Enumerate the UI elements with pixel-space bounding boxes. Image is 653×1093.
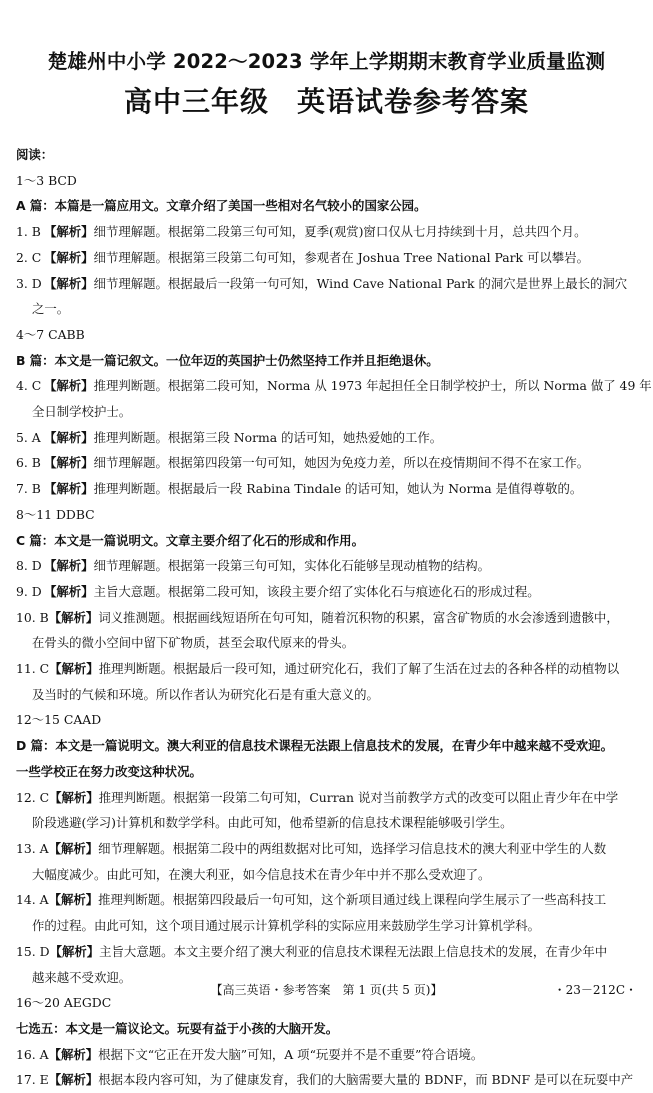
answer-item: [16, 836, 640, 862]
analysis-text: 细节理解题。根据第二段第三句可知，夏季(观赏)窗口仅从七月持续到十月，总共四个月。: [93, 224, 587, 240]
question-number: 14. A: [16, 892, 49, 908]
analysis-text: 推理判断题。根据第二段可知，Norma 从 1973 年起担任全日制学校护士，所以 Norma 做了 49 年: [93, 378, 652, 394]
answer-item: [16, 1042, 640, 1068]
answer-range: 8～11 DDBC: [16, 506, 95, 522]
analysis-text: 推理判断题。根据最后一段 Rabina Tindale 的话可知，她认为 Norma 是值得尊敬的。: [93, 481, 583, 497]
analysis-text-cont: 全日制学校护士。: [32, 404, 132, 420]
question-number: 16. A: [16, 1046, 49, 1062]
analysis-tag: 【解析】: [48, 1046, 99, 1062]
passage-intro: D 篇：本文是一篇说明文。澳大利亚的信息技术课程无法跟上信息技术的发展，在青少年中越来越不受欢迎。: [16, 738, 613, 754]
passage-intro: 七选五：本文是一篇议论文。玩耍有益于小孩的大脑开发。: [16, 1020, 339, 1036]
analysis-text-cont: 阶段逃避(学习)计算机和数学学科。由此可知，他希望新的信息技术课程能够吸引学生。: [32, 815, 513, 831]
analysis-text: 推理判断题。根据最后一段可知，通过研究化石，我们了解了生活在过去的各种各样的动植物以: [98, 661, 620, 677]
answer-item: [16, 605, 640, 631]
answer-content: [16, 142, 652, 1093]
document-title: [0, 80, 653, 120]
analysis-text-cont: 及当时的气候和环境。所以作者认为研究化石是有重大意义的。: [32, 686, 379, 702]
answer-item: [16, 271, 640, 297]
passage-intro: B 篇：本文是一篇记叙文。一位年迈的英国护士仍然坚持工作并且拒绝退休。: [16, 352, 439, 368]
analysis-text-cont: 大幅度减少。由此可知，在澳大利亚，如今信息技术在青少年中并不那么受欢迎了。: [32, 866, 491, 882]
answer-item: [16, 656, 640, 682]
analysis-tag: 【解析】: [44, 429, 94, 445]
question-number: 4. C: [16, 378, 42, 394]
footer-page-info: 【高三英语・参考答案 第 1 页(共 5 页)】: [210, 983, 443, 997]
question-number: 1. B: [16, 224, 41, 240]
question-number: 7. B: [16, 481, 41, 497]
question-number: 13. A: [16, 840, 49, 856]
analysis-tag: 【解析】: [44, 455, 94, 471]
analysis-tag: 【解析】: [48, 1072, 99, 1088]
analysis-text: 根据下文“它正在开发大脑”可知，A 项“玩耍并不是不重要”符合语境。: [98, 1046, 484, 1062]
passage-intro: C 篇：本文是一篇说明文。文章主要介绍了化石的形成和作用。: [16, 532, 364, 548]
question-number: 2. C: [16, 249, 42, 265]
section-heading-reading: 阅读：: [16, 147, 54, 162]
answer-range: 12～15 CAAD: [16, 712, 102, 728]
answer-item: [16, 219, 640, 245]
answer-item: [16, 245, 640, 271]
question-number: 12. C: [16, 789, 50, 805]
exam-title: 楚雄州中小学 2022～2023 学年上学期期末教育学业质量监测: [47, 50, 606, 73]
answer-item: [16, 450, 640, 476]
analysis-text: 细节理解题。根据第四段第一句可知，她因为免疫力差，所以在疫情期间不得不在家工作。: [93, 455, 590, 471]
question-number: 11. C: [16, 661, 50, 677]
analysis-tag: 【解析】: [44, 224, 94, 240]
analysis-text: 细节理解题。根据第三段第二句可知，参观者在 Joshua Tree National Park 可以攀岩。: [93, 249, 589, 265]
answer-item: [16, 373, 652, 399]
answer-item: [16, 887, 640, 913]
answer-range: 4～7 CABB: [16, 326, 85, 342]
question-number: 15. D: [16, 943, 50, 959]
analysis-text-cont: 作的过程。由此可知，这个项目通过展示计算机学科的实际应用来鼓励学生学习计算机学科。: [32, 918, 541, 934]
analysis-tag: 【解析】: [44, 558, 94, 574]
analysis-tag: 【解析】: [44, 378, 94, 394]
answer-item: [16, 425, 640, 451]
grade-label: 高中三年级: [123, 85, 269, 118]
answer-item: [16, 785, 640, 811]
analysis-text: 推理判断题。根据第四段最后一句可知，这个新项目通过线上课程向学生展示了一些高科技工: [98, 892, 607, 908]
analysis-tag: 【解析】: [49, 943, 100, 959]
question-number: 17. E: [16, 1072, 49, 1088]
page-footer: [0, 981, 653, 1001]
analysis-text: 词义推测题。根据画线短语所在句可知，随着沉积物的积累，富含矿物质的水会渗透到遗骸中，: [98, 609, 619, 625]
answer-range: 1～3 BCD: [16, 172, 77, 188]
analysis-text-cont: 越来越不受欢迎。: [32, 969, 132, 985]
analysis-tag: 【解析】: [44, 249, 94, 265]
question-number: 9. D: [16, 583, 42, 599]
answer-item: [16, 579, 640, 605]
analysis-tag: 【解析】: [44, 275, 94, 291]
analysis-tag: 【解析】: [48, 609, 99, 625]
answer-range: 16～20 AEGDC: [16, 995, 112, 1011]
answer-item: [16, 476, 640, 502]
analysis-text-cont: 在骨头的微小空间中留下矿物质，甚至会取代原来的骨头。: [32, 635, 355, 651]
analysis-text: 主旨大意题。本文主要介绍了澳大利亚的信息技术课程无法跟上信息技术的发展，在青少年中: [99, 943, 608, 959]
question-number: 6. B: [16, 455, 41, 471]
analysis-tag: 【解析】: [48, 892, 99, 908]
analysis-text: 根据本段内容可知，为了健康发育，我们的大脑需要大量的 BDNF，而 BDNF 是可以在玩耍中产: [98, 1072, 634, 1088]
analysis-text: 主旨大意题。根据第二段可知，该段主要介绍了实体化石与痕迹化石的形成过程。: [93, 583, 540, 599]
answer-item: [16, 553, 640, 579]
analysis-text: 推理判断题。根据第一段第二句可知，Curran 说对当前教学方式的改变可以阻止青少年在中学: [98, 789, 619, 805]
answer-item: [16, 939, 640, 965]
question-number: 8. D: [16, 558, 42, 574]
subject-label: 英语试卷参考答案: [297, 85, 530, 118]
analysis-tag: 【解析】: [48, 840, 99, 856]
passage-intro-cont: 一些学校正在努力改变这种状况。: [16, 763, 202, 779]
analysis-text: 细节理解题。根据最后一段第一句可知，Wind Cave National Park 的洞穴是世界上最长的洞穴: [93, 275, 628, 291]
analysis-text-cont: 之一。: [32, 301, 70, 317]
passage-intro: A 篇：本篇是一篇应用文。文章介绍了美国一些相对名气较小的国家公园。: [16, 198, 427, 214]
analysis-text: 细节理解题。根据第一段第三句可知，实体化石能够呈现动植物的结构。: [93, 558, 491, 574]
analysis-tag: 【解析】: [44, 583, 94, 599]
analysis-tag: 【解析】: [49, 661, 99, 677]
analysis-tag: 【解析】: [49, 789, 99, 805]
footer-code: ・23－212C・: [553, 983, 637, 997]
analysis-text: 细节理解题。根据第二段中的两组数据对比可知，选择学习信息技术的澳大利亚中学生的人数: [98, 840, 607, 856]
question-number: 3. D: [16, 275, 42, 291]
analysis-tag: 【解析】: [44, 481, 94, 497]
question-number: 5. A: [16, 429, 41, 445]
question-number: 10. B: [16, 609, 49, 625]
answer-item: [16, 1067, 640, 1093]
analysis-text: 推理判断题。根据第三段 Norma 的话可知，她热爱她的工作。: [93, 429, 443, 445]
